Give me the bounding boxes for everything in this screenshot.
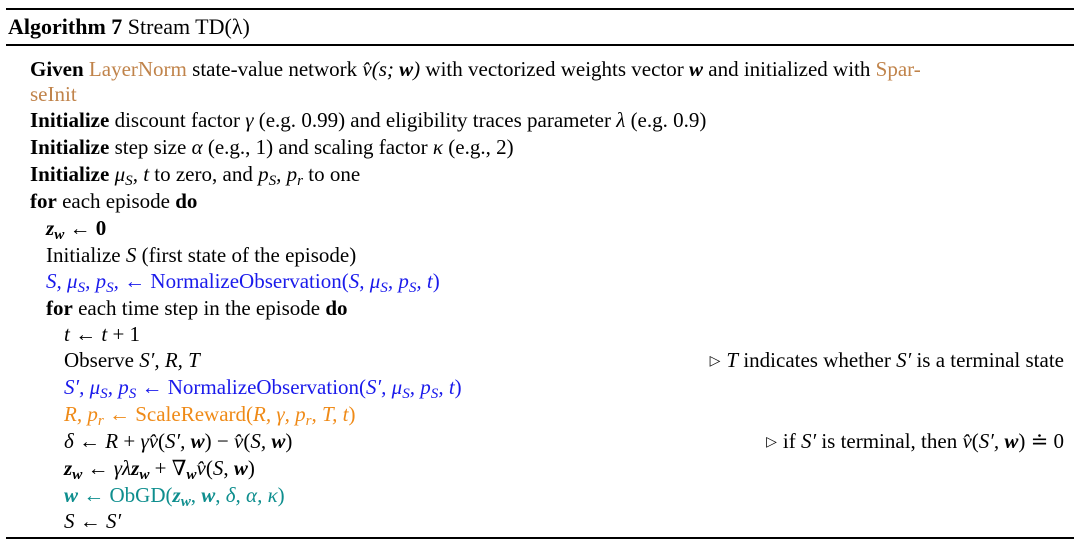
init2-text-3: (e.g., 2): [448, 135, 514, 159]
line-given: [30, 56, 921, 82]
keyword-do: do: [175, 189, 198, 213]
lambda-symbol: λ: [616, 108, 626, 132]
init-state-text-2: (first state of the episode): [141, 243, 357, 267]
line-init-state: [46, 242, 356, 268]
p-symbols: $p_S$, $p_r$: [258, 162, 304, 189]
keyword-for: for: [30, 189, 57, 213]
mu-t-symbols: $\mu_S$, t: [114, 162, 150, 189]
comment-zero: 0: [1053, 429, 1064, 453]
for-step-text: each time step in the episode: [78, 296, 321, 320]
line-trace-update: $z_w$ ← $\gamma\lambda z_w + \nabla_wv̂(S$, w): [64, 456, 255, 483]
line-state-advance: S ← S′: [64, 509, 122, 533]
normalize-next-args: (S′, $\mu_S$, $p_S$, t): [359, 375, 462, 402]
normalize-args: (S, $\mu_S$, $p_S$, t): [341, 269, 440, 296]
value-network-symbol: v̂(s; w): [362, 57, 421, 81]
init1-text-4: (e.g.: [630, 108, 668, 132]
keyword-for: for: [46, 296, 73, 320]
trace-value: 0.9: [673, 108, 700, 132]
given-text-3: and initialized with: [708, 57, 871, 81]
comment-terminal: ▷ T indicates whether S′ is a terminal state: [709, 348, 1064, 372]
comment-triangle-icon: ▷: [766, 435, 777, 450]
init1-text-2: (e.g.: [258, 108, 297, 132]
line-td-error: [64, 428, 292, 454]
init3-text-1: to zero, and: [154, 162, 253, 186]
line-init-discount: [30, 107, 706, 133]
weights-symbol: w: [689, 57, 704, 81]
sparseinit-label-part1: Spar-: [875, 57, 921, 81]
kappa-symbol: κ: [432, 135, 444, 159]
alpha-symbol: α: [191, 135, 203, 159]
algorithm-header: [8, 12, 250, 42]
algorithm-label: Algorithm 7: [8, 14, 123, 39]
init1-text-5: ): [699, 108, 707, 132]
normalize-function: NormalizeObservation: [150, 269, 342, 293]
layernorm-label: LayerNorm: [88, 57, 187, 81]
discount-value: 0.99: [301, 108, 339, 132]
normalize-lhs: S, $\mu_S$, $p_S$,: [46, 269, 119, 296]
line-normalize-initial: S, $\mu_S$, $p_S$, ← NormalizeObservation(S, $\mu_S$, $p_S$, t): [46, 269, 440, 296]
keyword-given: Given: [30, 57, 84, 81]
normalize-next-lhs: S′, $\mu_S$, $p_S$: [64, 375, 137, 402]
line-increment-t: t ← t + 1: [64, 322, 141, 346]
line-reset-traces: $z_w$ ← 0: [46, 216, 107, 243]
comment-if-text-2: is terminal, then: [821, 429, 958, 453]
comment-if-terminal: ▷ if S′ is terminal, then v̂(S′, w) ≐ 0: [766, 429, 1064, 453]
given-text-1: state-value network: [192, 57, 358, 81]
scale-function: ScaleReward: [135, 402, 247, 426]
gamma-symbol: γ: [245, 108, 254, 132]
line-given-wrap: [30, 81, 77, 107]
for-episode-text: each episode: [62, 189, 170, 213]
line-for-episode: [30, 188, 197, 214]
observe-symbols: S′, R, T: [139, 348, 200, 372]
keyword-initialize: Initialize: [30, 135, 110, 159]
td-error-equation: δ ← R + γv̂(S′, w) − v̂(S, w): [64, 429, 293, 453]
scale-args: (R, γ, $p_r$, T, t): [246, 402, 356, 429]
keyword-do: do: [325, 296, 348, 320]
header-rule: [6, 44, 1074, 46]
state-symbol: S: [125, 243, 137, 267]
line-observe: [64, 347, 200, 373]
sparseinit-label-part2: seInit: [30, 82, 77, 106]
line-init-stepsize: [30, 134, 514, 160]
line-normalize-next: S′, $\mu_S$, $p_S$ ← NormalizeObservation(S′, $\mu_S$, $p_S$, t): [64, 375, 462, 402]
observe-text: Observe: [64, 348, 134, 372]
init3-text-2: to one: [308, 162, 361, 186]
bottom-rule: [6, 537, 1074, 539]
keyword-initialize: Initialize: [30, 162, 110, 186]
init1-text-1: discount factor: [114, 108, 240, 132]
algorithm-title: Stream TD(λ): [127, 14, 250, 39]
line-init-stats: [30, 161, 360, 187]
keyword-initialize: Initialize: [30, 108, 110, 132]
init2-text-2: (e.g., 1) and scaling factor: [207, 135, 428, 159]
given-text-2: with vectorized weights vector: [425, 57, 684, 81]
line-for-step: [46, 295, 348, 321]
init-state-text-1: Initialize: [46, 243, 121, 267]
obgd-function: ObGD: [109, 483, 166, 507]
comment-terminal-text-2: is a terminal state: [916, 348, 1064, 372]
normalize-function: NormalizeObservation: [167, 375, 360, 399]
init2-text-1: step size: [114, 135, 187, 159]
trace-vector-symbol: $z_w$: [46, 216, 65, 243]
top-rule: [6, 8, 1074, 10]
comment-terminal-text-1: indicates whether: [743, 348, 891, 372]
scale-lhs: R, $p_r$: [64, 402, 104, 429]
increment-one: 1: [129, 322, 141, 346]
comment-if-text-1: if: [782, 429, 796, 453]
line-obgd-update: w ← $ObGD(z_w$, w, δ, α, κ): [64, 483, 285, 510]
init1-text-3: ) and eligibility traces parameter: [338, 108, 611, 132]
line-scale-reward: R, $p_r$ ← ScaleReward(R, γ, $p_r$, T, t): [64, 402, 356, 429]
zero-vector: 0: [95, 216, 107, 240]
comment-triangle-icon: ▷: [709, 354, 721, 369]
